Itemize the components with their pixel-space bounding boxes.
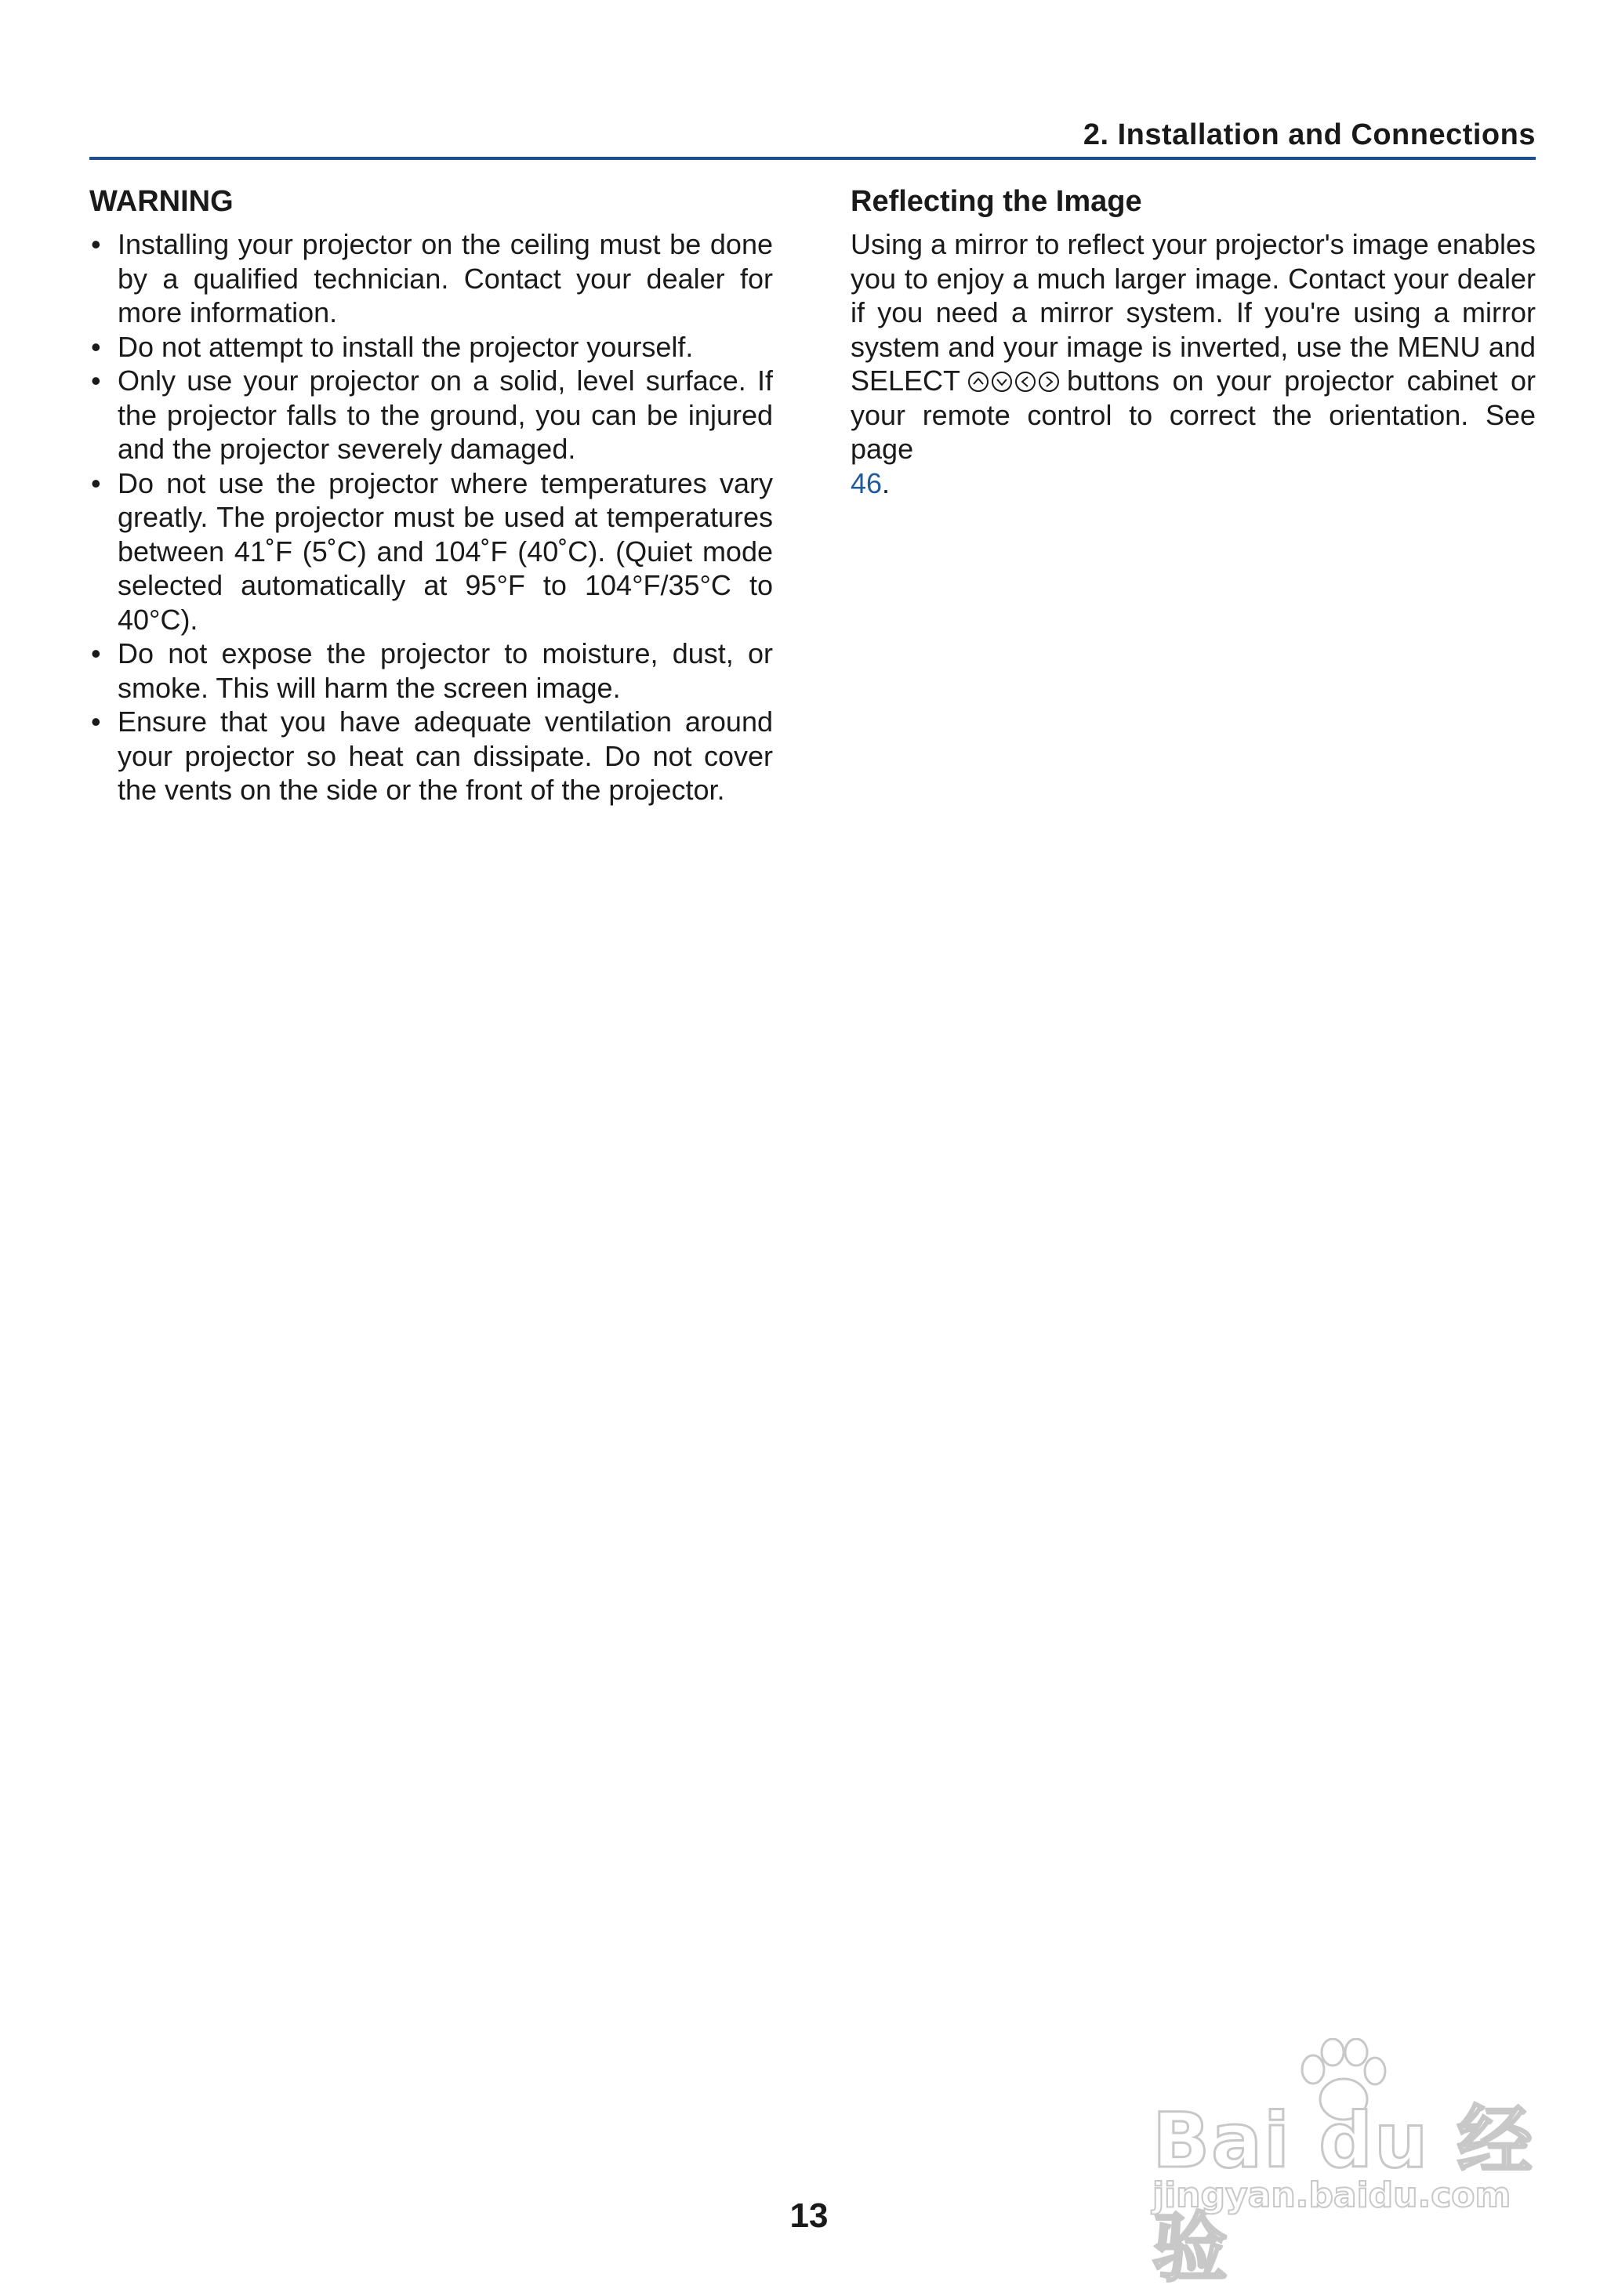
watermark-url: jingyan.baidu.com xyxy=(1152,2175,1511,2215)
left-arrow-circle-icon xyxy=(1014,370,1037,394)
list-item xyxy=(89,364,773,466)
down-arrow-circle-icon xyxy=(990,370,1014,394)
page-number: 13 xyxy=(789,2196,829,2235)
list-item xyxy=(89,466,773,637)
reflecting-text-before: Using a mirror to reflect your projector's image enables you to enjoy a much larger image. Contact your dealer if you need a mirror system. If you're using a mirror system and your image is inverted, use the MENU and SELECT xyxy=(851,228,1536,397)
trailing-period: . xyxy=(882,466,891,499)
list-item-text: Do not use the projector where temperatures vary greatly. The projector must be used at temperatures between 41˚F (5˚C) and 104˚F (40˚C). (Quiet mode selected automatically at 95°F to 104°F/35°C to 40°C). xyxy=(118,466,773,636)
running-header-section-title: 2. Installation and Connections xyxy=(1083,118,1536,151)
right-arrow-circle-icon xyxy=(1037,370,1061,394)
bullet-icon: • xyxy=(91,637,101,669)
warning-heading: WARNING xyxy=(89,185,234,218)
reflecting-heading: Reflecting the Image xyxy=(851,185,1142,218)
list-item-text: Do not expose the projector to moisture, dust, or smoke. This will harm the screen image. xyxy=(118,637,773,704)
list-item xyxy=(89,705,773,807)
list-item-text: Only use your projector on a solid, level surface. If the projector falls to the ground, you can be injured and the projector severely damaged. xyxy=(118,365,773,465)
up-arrow-circle-icon xyxy=(967,370,990,394)
bullet-icon: • xyxy=(91,466,101,499)
watermark-brand: Bai du 经验 xyxy=(1152,2097,1534,2292)
bullet-icon: • xyxy=(91,705,101,738)
list-item xyxy=(89,330,773,365)
list-item-text: Do not attempt to install the projector yourself. xyxy=(118,330,694,363)
warning-list xyxy=(89,227,773,807)
header-rule xyxy=(89,157,1536,160)
warning-column xyxy=(89,182,773,807)
bullet-icon: • xyxy=(91,228,101,260)
list-item xyxy=(89,637,773,705)
list-item xyxy=(89,227,773,330)
baidu-watermark xyxy=(1145,2038,1552,2292)
reflecting-text-after: buttons on your projector cabinet or your remote control to correct the orientation. See page xyxy=(851,365,1536,465)
list-item-text: Ensure that you have adequate ventilation around your projector so heat can dissipate. Do not cover the vents on the side or the front of the projector. xyxy=(118,705,773,806)
list-item-text: Installing your projector on the ceiling must be done by a qualified technician. Contact your dealer for more information. xyxy=(118,228,773,328)
page-46-link[interactable]: 46 xyxy=(851,466,883,499)
bullet-icon: • xyxy=(91,330,101,363)
reflecting-column xyxy=(851,182,1536,500)
bullet-icon: • xyxy=(91,365,101,397)
select-buttons-icons xyxy=(967,364,1061,398)
reflecting-paragraph xyxy=(851,227,1536,500)
